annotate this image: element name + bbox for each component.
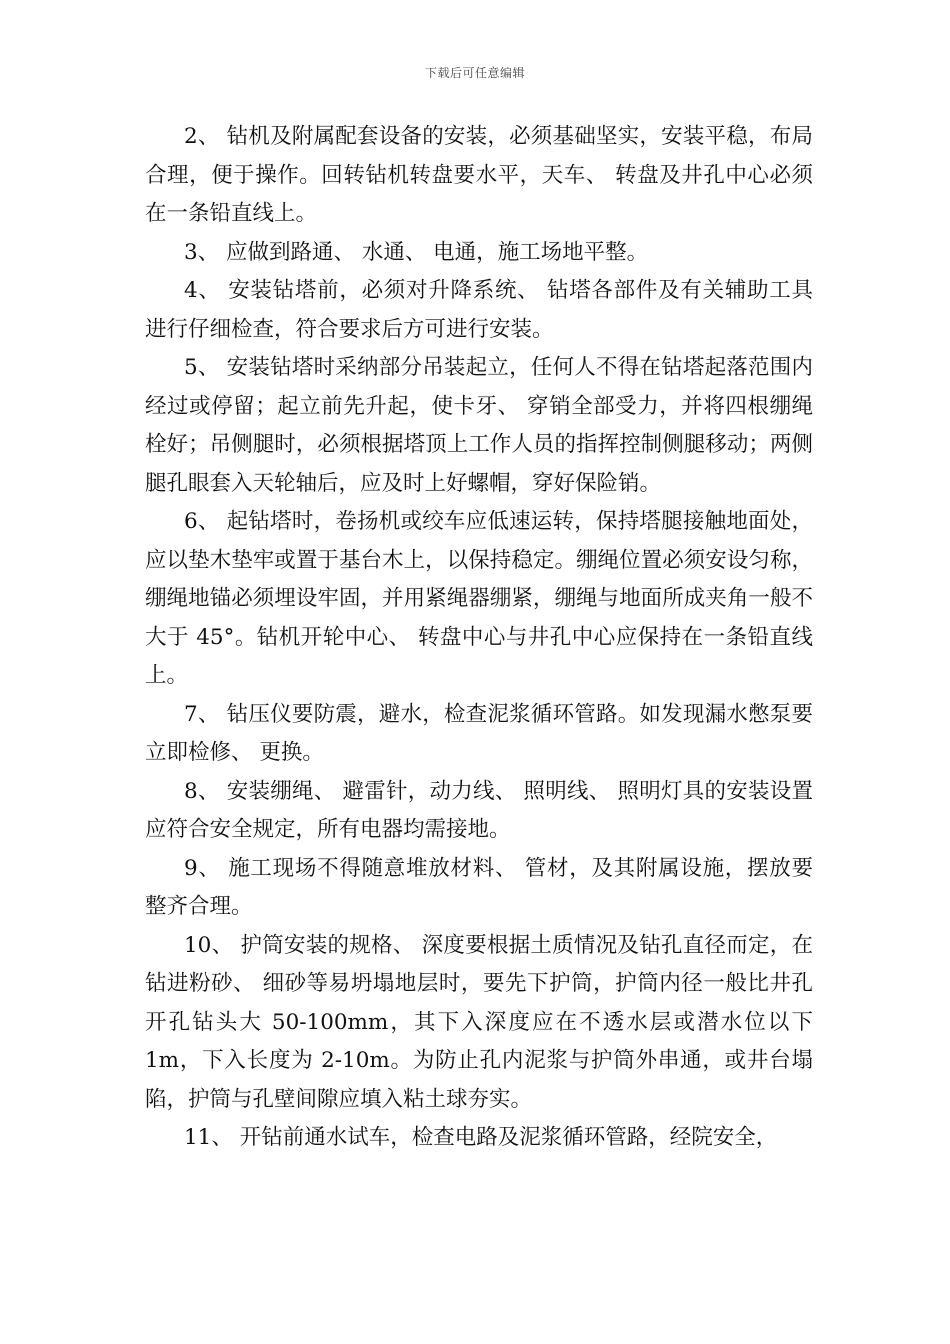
paragraph-item-6: 6、 起钻塔时，卷扬机或绞车应低速运转，保持塔腿接触地面处，应以垫木垫牢或置于基台木上，以保持稳定。绷绳位置必须安设匀称，绷绳地锚必须埋设牢固，并用紧绳器绷紧，绷绳与地面所成夹角一般不大于 45°。钻机开轮中心、 转盘中心与井孔中心应保持在一条铅直线上。 (145, 509, 813, 688)
paragraph-item-9: 9、 施工现场不得随意堆放材料、 管材，及其附属设施，摆放要整齐合理。 (145, 855, 813, 919)
paragraph-item-8: 8、 安装绷绳、 避雷针，动力线、 照明线、 照明灯具的安装设置应符合安全规定，所有电器均需接地。 (145, 778, 813, 842)
paragraph-item-3: 3、 应做到路通、 水通、 电通，施工场地平整。 (184, 239, 649, 265)
paragraph-item-5: 5、 安装钻塔时采纳部分吊装起立，任何人不得在钻塔起落范围内经过或停留；起立前先升起，使卡牙、 穿销全部受力，并将四根绷绳栓好；吊侧腿时，必须根据塔顶上工作人员的指挥控制侧腿移动；两侧腿孔眼套入天轮轴后，应及时上好螺帽，穿好保险销。 (145, 355, 813, 496)
paragraph-item-2: 2、 钻机及附属配套设备的安装，必须基础坚实，安装平稳，布局合理，便于操作。回转钻机转盘要水平，天车、 转盘及井孔中心必须在一条铅直线上。 (145, 124, 813, 226)
page-header: 下载后可任意编辑 (424, 66, 525, 80)
paragraph-item-10: 10、 护筒安装的规格、 深度要根据土质情况及钻孔直径而定，在钻进粉砂、 细砂等易坍塌地层时，要先下护筒，护筒内径一般比井孔开孔钻头大 50-100mm，其下入深度应在不透水层或潜水位以下 1m，下入长度为 2-10m。为防止孔内泥浆与护筒外串通，或井台塌陷，护筒与孔壁间隙应填入粘土球夯实。 (145, 932, 813, 1112)
paragraph-item-4: 4、 安装钻塔前，必须对升降系统、 钻塔各部件及有关辅助工具进行仔细检查，符合要求后方可进行安装。 (145, 278, 813, 342)
paragraph-item-7: 7、 钻压仪要防震，避水，检查泥浆循环管路。如发现漏水憋泵要立即检修、 更换。 (145, 701, 813, 765)
paragraph-item-11: 11、 开钻前通水试车，检查电路及泥浆循环管路，经院安全， (184, 1125, 778, 1150)
document-body (145, 118, 813, 1158)
